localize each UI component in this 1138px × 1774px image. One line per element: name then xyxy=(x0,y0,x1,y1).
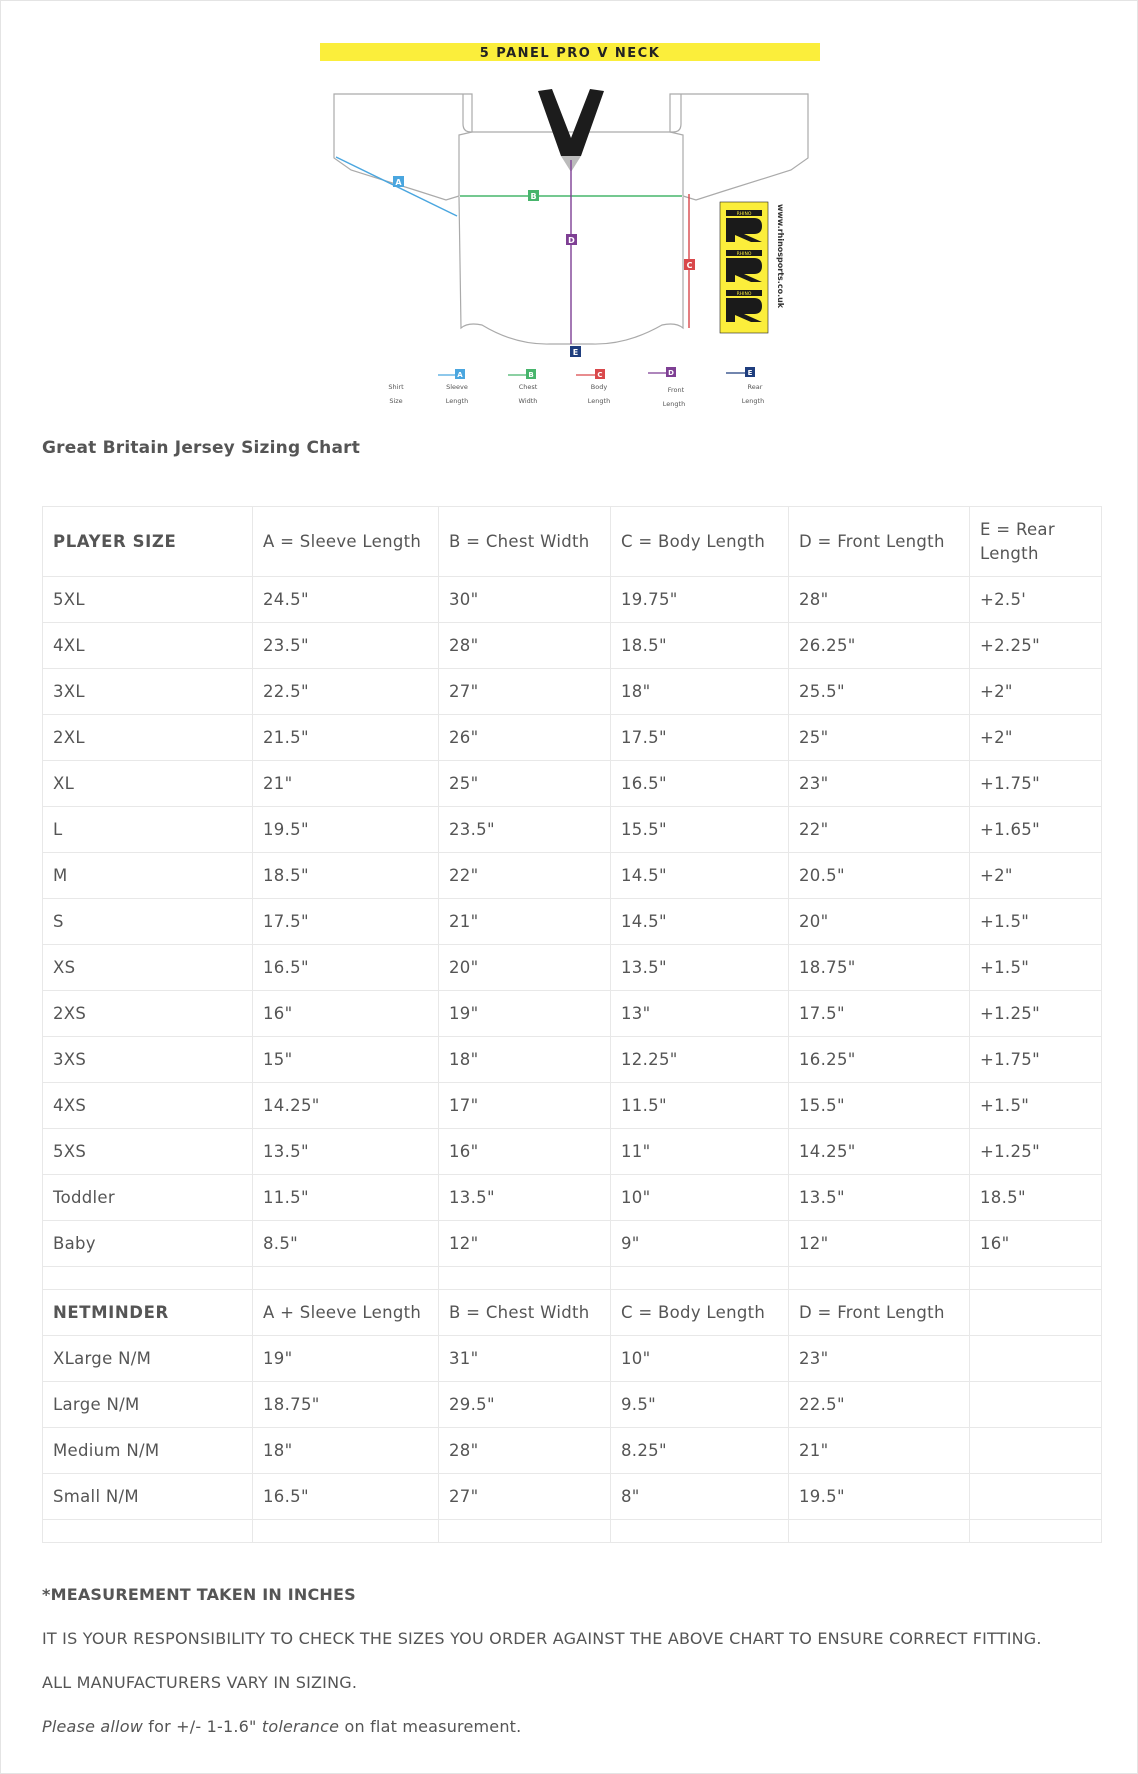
measurement-cell: +1.25" xyxy=(970,991,1102,1037)
table-row xyxy=(43,1083,1102,1129)
sizing-table xyxy=(42,506,1102,1543)
size-cell: L xyxy=(43,807,253,853)
measurement-cell: 18.5" xyxy=(253,853,439,899)
measurement-cell: +2.5' xyxy=(970,577,1102,623)
legend-marker-c-label: C xyxy=(597,371,603,379)
player-header-row xyxy=(43,507,1102,577)
note-tolerance xyxy=(42,1717,521,1736)
measurement-cell: 17.5" xyxy=(789,991,970,1037)
measurement-cell: 12" xyxy=(789,1221,970,1267)
measurement-cell: 21" xyxy=(253,761,439,807)
spacer-cell xyxy=(611,1267,789,1290)
measurement-cell: 18" xyxy=(439,1037,611,1083)
size-cell: Small N/M xyxy=(43,1474,253,1520)
spacer-cell xyxy=(43,1520,253,1543)
spacer-cell xyxy=(253,1520,439,1543)
jersey-diagram-svg xyxy=(320,40,822,414)
header-sleeve-length: A = Sleeve Length xyxy=(253,507,439,577)
size-cell: XL xyxy=(43,761,253,807)
nm-header-sleeve-length: A + Sleeve Length xyxy=(253,1290,439,1336)
jersey-diagram xyxy=(320,40,822,414)
table-row xyxy=(43,761,1102,807)
measurement-cell: 11.5" xyxy=(611,1083,789,1129)
netminder-row xyxy=(43,1382,1102,1428)
measurement-cell: 19" xyxy=(253,1336,439,1382)
measurement-cell: 23.5" xyxy=(253,623,439,669)
legend-marker-a-label: A xyxy=(457,371,463,379)
measurement-cell: 23" xyxy=(789,761,970,807)
measurement-cell: 13.5" xyxy=(611,945,789,991)
measurement-cell: 16" xyxy=(439,1129,611,1175)
measurement-cell xyxy=(970,1336,1102,1382)
measurement-cell: 27" xyxy=(439,1474,611,1520)
page-title: Great Britain Jersey Sizing Chart xyxy=(42,438,361,458)
size-cell: M xyxy=(43,853,253,899)
size-cell: S xyxy=(43,899,253,945)
measurement-cell: 24.5" xyxy=(253,577,439,623)
header-player-size: PLAYER SIZE xyxy=(43,507,253,577)
measurement-cell: 20.5" xyxy=(789,853,970,899)
tolerance-part-1: Please allow xyxy=(42,1717,143,1736)
measurement-cell: 27" xyxy=(439,669,611,715)
measurement-cell: 25" xyxy=(789,715,970,761)
measurement-cell: 21.5" xyxy=(253,715,439,761)
table-row xyxy=(43,991,1102,1037)
note-measurement: *MEASUREMENT TAKEN IN INCHES xyxy=(42,1585,356,1604)
size-cell: 3XS xyxy=(43,1037,253,1083)
marker-e-label: E xyxy=(572,348,579,357)
spacer-cell xyxy=(253,1267,439,1290)
measurement-cell: 26.25" xyxy=(789,623,970,669)
table-row xyxy=(43,669,1102,715)
measurement-cell: +2.25" xyxy=(970,623,1102,669)
marker-a-label: A xyxy=(395,178,402,187)
measurement-cell: 13" xyxy=(611,991,789,1037)
measurement-cell: 8" xyxy=(611,1474,789,1520)
legend-e-label-1: Rear xyxy=(747,383,763,391)
measurement-cell: 14.5" xyxy=(611,853,789,899)
table-row xyxy=(43,853,1102,899)
spacer-cell xyxy=(970,1520,1102,1543)
size-cell: Baby xyxy=(43,1221,253,1267)
header-body-length: C = Body Length xyxy=(611,507,789,577)
measurement-cell: 12.25" xyxy=(611,1037,789,1083)
table-row xyxy=(43,1221,1102,1267)
table-row xyxy=(43,1175,1102,1221)
measurement-cell: 9.5" xyxy=(611,1382,789,1428)
marker-b-label: B xyxy=(530,192,537,201)
measurement-cell: +1.5" xyxy=(970,945,1102,991)
measurement-cell xyxy=(970,1382,1102,1428)
measurement-cell xyxy=(970,1474,1102,1520)
rhino-logo xyxy=(720,202,785,333)
brand-url: www.rhinosports.co.uk xyxy=(776,204,785,309)
measurement-cell: 10" xyxy=(611,1336,789,1382)
measurement-cell: +1.65" xyxy=(970,807,1102,853)
spacer-cell xyxy=(439,1520,611,1543)
measurement-cell: 18.75" xyxy=(253,1382,439,1428)
tolerance-part-4: on flat measurement. xyxy=(339,1717,522,1736)
measurement-cell: 16.25" xyxy=(789,1037,970,1083)
measurement-cell: 29.5" xyxy=(439,1382,611,1428)
spacer-cell xyxy=(789,1520,970,1543)
tolerance-part-3: tolerance xyxy=(261,1717,340,1736)
spacer-cell xyxy=(611,1520,789,1543)
note-vary: ALL MANUFACTURERS VARY IN SIZING. xyxy=(42,1673,358,1692)
measurement-cell: 19.75" xyxy=(611,577,789,623)
size-cell: Large N/M xyxy=(43,1382,253,1428)
measurement-cell: +1.25" xyxy=(970,1129,1102,1175)
marker-d-label: D xyxy=(568,236,575,245)
measurement-cell: 22" xyxy=(439,853,611,899)
measurement-cell: 20" xyxy=(789,899,970,945)
header-front-length: D = Front Length xyxy=(789,507,970,577)
legend xyxy=(388,367,764,408)
size-cell: Toddler xyxy=(43,1175,253,1221)
legend-b-label-2: Width xyxy=(518,397,538,405)
measurement-cell: +2" xyxy=(970,669,1102,715)
measurement-cell: 17.5" xyxy=(611,715,789,761)
size-cell: XLarge N/M xyxy=(43,1336,253,1382)
measurement-cell: +1.5" xyxy=(970,899,1102,945)
measurement-cell: 11" xyxy=(611,1129,789,1175)
measurement-cell: 19.5" xyxy=(789,1474,970,1520)
spacer-cell xyxy=(970,1267,1102,1290)
measurement-cell: 18.75" xyxy=(789,945,970,991)
measurement-cell: +2" xyxy=(970,715,1102,761)
note-responsibility: IT IS YOUR RESPONSIBILITY TO CHECK THE SIZES YOU ORDER AGAINST THE ABOVE CHART TO ENSURE CORRECT FITTING. xyxy=(42,1629,1042,1648)
legend-marker-b-label: B xyxy=(528,371,534,379)
size-cell: Medium N/M xyxy=(43,1428,253,1474)
size-cell: XS xyxy=(43,945,253,991)
measurement-cell: 8.25" xyxy=(611,1428,789,1474)
measurement-cell: 26" xyxy=(439,715,611,761)
legend-d-label-2: Length xyxy=(662,400,686,408)
measurement-cell: +1.75" xyxy=(970,761,1102,807)
table-row xyxy=(43,807,1102,853)
table-end-spacer-row xyxy=(43,1520,1102,1543)
nm-header-empty xyxy=(970,1290,1102,1336)
spacer-cell xyxy=(43,1267,253,1290)
measurement-cell: 18.5" xyxy=(970,1175,1102,1221)
measurement-cell: 16.5" xyxy=(253,1474,439,1520)
measurement-cell: 23.5" xyxy=(439,807,611,853)
measurement-cell: 14.25" xyxy=(789,1129,970,1175)
netminder-header-row xyxy=(43,1290,1102,1336)
measurement-cell: 28" xyxy=(439,623,611,669)
measurement-cell: 16" xyxy=(970,1221,1102,1267)
measurement-cell: 8.5" xyxy=(253,1221,439,1267)
measurement-cell: 18" xyxy=(253,1428,439,1474)
measurement-cell: 16" xyxy=(253,991,439,1037)
nm-header-body-length: C = Body Length xyxy=(611,1290,789,1336)
measurement-cell: 31" xyxy=(439,1336,611,1382)
header-netminder: NETMINDER xyxy=(43,1290,253,1336)
banner-title: 5 PANEL PRO V NECK xyxy=(479,46,661,61)
measurement-cell: 13.5" xyxy=(789,1175,970,1221)
logo-mark-2: RHINO xyxy=(736,252,752,257)
measurement-cell: 25" xyxy=(439,761,611,807)
measurement-cell: +1.5" xyxy=(970,1083,1102,1129)
legend-d-label-1: Front xyxy=(667,386,685,394)
legend-b-label-1: Chest xyxy=(518,383,538,391)
measurement-cell: 20" xyxy=(439,945,611,991)
legend-e-label-2: Length xyxy=(741,397,765,405)
size-cell: 4XL xyxy=(43,623,253,669)
measurement-cell: 13.5" xyxy=(253,1129,439,1175)
table-row xyxy=(43,945,1102,991)
header-rear-length: E = Rear Length xyxy=(970,507,1102,577)
nm-header-chest-width: B = Chest Width xyxy=(439,1290,611,1336)
measurement-cell: 30" xyxy=(439,577,611,623)
measurement-cell: 16.5" xyxy=(253,945,439,991)
measurement-cell: 23" xyxy=(789,1336,970,1382)
netminder-row xyxy=(43,1336,1102,1382)
measurement-cell: 17" xyxy=(439,1083,611,1129)
netminder-row xyxy=(43,1428,1102,1474)
legend-marker-d-label: D xyxy=(668,369,674,377)
measurement-cell: 19.5" xyxy=(253,807,439,853)
measurement-cell: 15" xyxy=(253,1037,439,1083)
legend-c-label-2: Length xyxy=(587,397,611,405)
legend-a-label-2: Length xyxy=(445,397,469,405)
measurement-cell: 13.5" xyxy=(439,1175,611,1221)
measurement-cell: 9" xyxy=(611,1221,789,1267)
marker-c-label: C xyxy=(686,261,693,270)
measurement-cell: +2" xyxy=(970,853,1102,899)
measurement-cell: 22.5" xyxy=(253,669,439,715)
measurement-cell: 14.5" xyxy=(611,899,789,945)
size-cell: 2XL xyxy=(43,715,253,761)
table-spacer-row xyxy=(43,1267,1102,1290)
measurement-cell: 10" xyxy=(611,1175,789,1221)
size-cell: 4XS xyxy=(43,1083,253,1129)
legend-shirt-label-1: Shirt xyxy=(388,383,404,391)
legend-marker-e-label: E xyxy=(747,369,753,377)
table-row xyxy=(43,899,1102,945)
measurement-cell: 18.5" xyxy=(611,623,789,669)
measurement-cell: 21" xyxy=(439,899,611,945)
logo-mark-3: RHINO xyxy=(736,292,752,297)
header-chest-width: B = Chest Width xyxy=(439,507,611,577)
measurement-cell: 22.5" xyxy=(789,1382,970,1428)
size-cell: 3XL xyxy=(43,669,253,715)
measurement-cell: 14.25" xyxy=(253,1083,439,1129)
measurement-cell: +1.75" xyxy=(970,1037,1102,1083)
spacer-cell xyxy=(789,1267,970,1290)
collar xyxy=(538,89,604,156)
measurement-cell: 21" xyxy=(789,1428,970,1474)
spacer-cell xyxy=(439,1267,611,1290)
legend-shirt-label-2: Size xyxy=(389,397,403,405)
logo-mark-1: RHINO xyxy=(736,212,752,217)
netminder-row xyxy=(43,1474,1102,1520)
measurement-cell: 12" xyxy=(439,1221,611,1267)
size-cell: 5XL xyxy=(43,577,253,623)
table-row xyxy=(43,1129,1102,1175)
size-cell: 5XS xyxy=(43,1129,253,1175)
legend-c-label-1: Body xyxy=(590,383,608,391)
measurement-cell: 18" xyxy=(611,669,789,715)
measurement-cell: 28" xyxy=(439,1428,611,1474)
measurement-cell: 22" xyxy=(789,807,970,853)
measurement-cell: 15.5" xyxy=(789,1083,970,1129)
size-cell: 2XS xyxy=(43,991,253,1037)
table-row xyxy=(43,577,1102,623)
table-row xyxy=(43,1037,1102,1083)
table-row xyxy=(43,623,1102,669)
table-row xyxy=(43,715,1102,761)
nm-header-front-length: D = Front Length xyxy=(789,1290,970,1336)
legend-a-label-1: Sleeve xyxy=(446,383,468,391)
sizing-table-body xyxy=(43,507,1102,1543)
measurement-cell: 19" xyxy=(439,991,611,1037)
measurement-cell: 16.5" xyxy=(611,761,789,807)
measurement-cell: 15.5" xyxy=(611,807,789,853)
measurement-cell: 25.5" xyxy=(789,669,970,715)
measurement-cell xyxy=(970,1428,1102,1474)
measurement-cell: 28" xyxy=(789,577,970,623)
tolerance-part-2: for +/- 1-1.6" xyxy=(142,1717,262,1736)
measurement-cell: 17.5" xyxy=(253,899,439,945)
measurement-cell: 11.5" xyxy=(253,1175,439,1221)
